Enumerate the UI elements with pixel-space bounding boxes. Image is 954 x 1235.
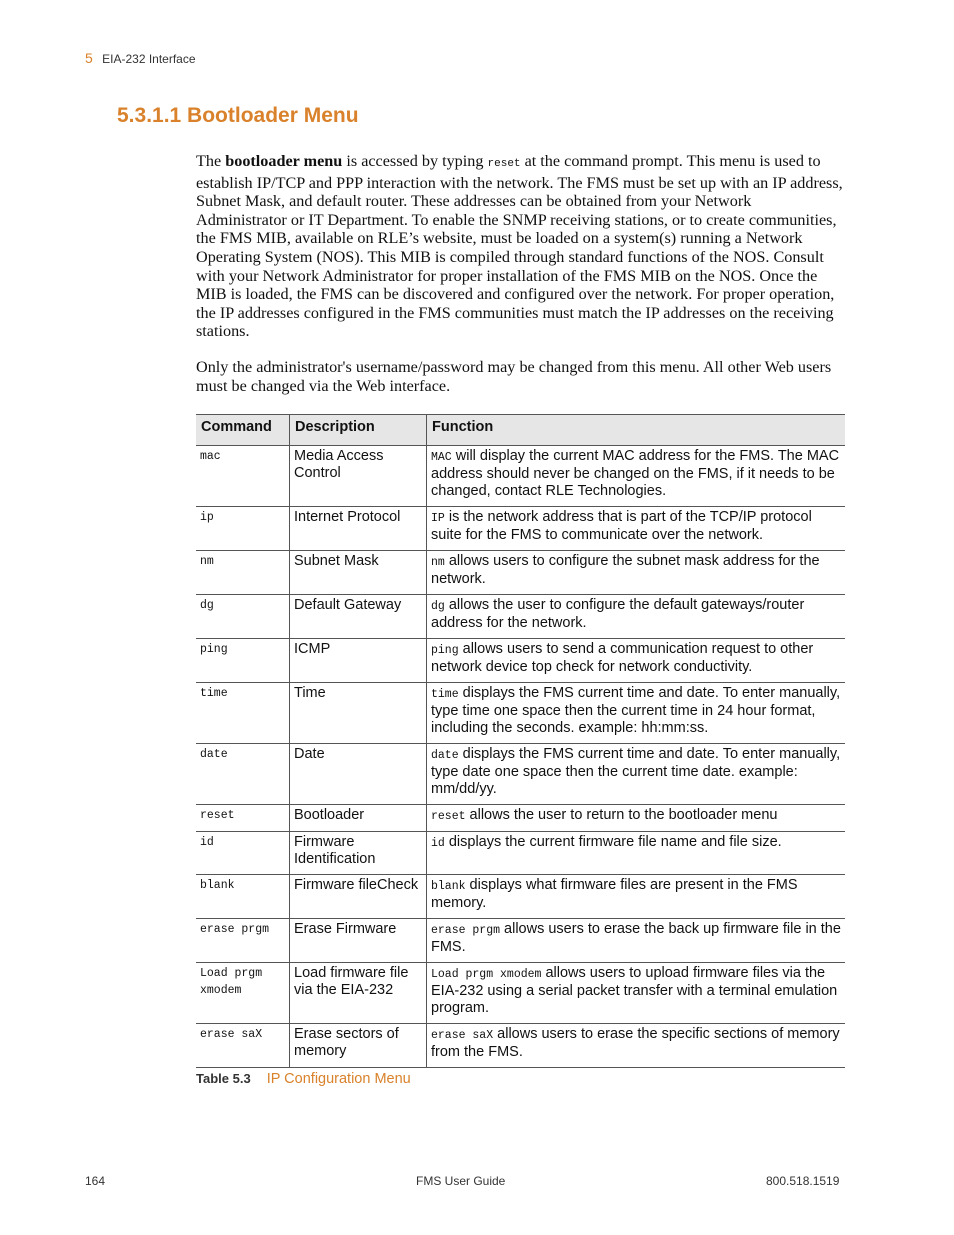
cell-command: ping: [196, 639, 290, 683]
cell-command: nm: [196, 551, 290, 595]
function-command-code: blank: [431, 880, 466, 893]
table-header-row: [196, 415, 845, 446]
cell-description: Media Access Control: [290, 446, 427, 507]
function-text: allows users to send a communication request to other network device top check for network conductivity.: [431, 641, 814, 675]
function-text: will display the current MAC address for the FMS. The MAC address should never be changed on the FMS, if it needs to be changed, contact RLE Technologies.: [431, 448, 840, 499]
cell-function: [427, 683, 846, 744]
cell-function: [427, 1024, 846, 1068]
admin-note-paragraph: Only the administrator's username/password may be changed from this menu. All other Web users must be changed via the Web interface.: [196, 358, 832, 395]
cell-function: [427, 595, 846, 639]
table-row: [196, 683, 845, 744]
intro-pre: The: [196, 152, 226, 170]
command-table: [196, 414, 845, 1068]
cell-description: Date: [290, 744, 427, 805]
cell-command: dg: [196, 595, 290, 639]
cell-command: blank: [196, 875, 290, 919]
intro-post: at the command prompt. This menu is used to establish IP/TCP and PPP interaction with the network. The FMS must be set up with an IP address, Subnet Mask, and default router. These addresses can be obtained from your Network Administrator or IT Department. To enable the SNMP receiving stations, or to create communities, the FMS MIB, available on RLE’s website, must be loaded on a system(s) running a Network Operating System (NOS). This MIB is compiled through standard functions of the NOS. Consult with your Network Administrator for proper installation of the FMS MIB on the NOS. Once the MIB is loaded, the FMS can be discovered and configured over the network. For proper operation, the IP addresses configured in the FMS communities must match the IP addresses on the receiving stations.: [196, 152, 843, 341]
function-command-code: dg: [431, 600, 445, 613]
function-command-code: date: [431, 749, 459, 762]
table-caption: [196, 1071, 411, 1087]
table-row: [196, 963, 845, 1024]
intro-code: reset: [487, 158, 521, 170]
table-row: [196, 551, 845, 595]
cell-command: ip: [196, 507, 290, 551]
cell-function: [427, 832, 846, 875]
intro-paragraph: [196, 152, 844, 341]
function-text: displays the FMS current time and date. To enter manually, type time one space then the current time in 24 hour format, including the seconds. example: hh:mm:ss.: [431, 685, 841, 736]
function-text: allows users to configure the subnet mask address for the network.: [431, 553, 820, 587]
function-command-code: time: [431, 688, 459, 701]
table-row: [196, 875, 845, 919]
cell-description: Erase Firmware: [290, 919, 427, 963]
function-command-code: reset: [431, 810, 466, 823]
cell-command: date: [196, 744, 290, 805]
cell-command: id: [196, 832, 290, 875]
function-text: displays what firmware files are present in the FMS memory.: [431, 877, 798, 911]
cell-description: Bootloader: [290, 805, 427, 832]
function-command-code: Load prgm xmodem: [431, 968, 542, 981]
cell-function: [427, 551, 846, 595]
cell-command: time: [196, 683, 290, 744]
function-text: allows users to upload firmware files via the EIA-232 using a serial packet transfer with a terminal emulation program.: [431, 965, 838, 1016]
intro-bold-term: bootloader menu: [225, 152, 343, 170]
cell-description: Firmware Identification: [290, 832, 427, 875]
function-command-code: MAC: [431, 451, 452, 464]
table-row: [196, 805, 845, 832]
cell-description: Time: [290, 683, 427, 744]
table-row: [196, 507, 845, 551]
cell-function: [427, 805, 846, 832]
function-text: is the network address that is part of the TCP/IP protocol suite for the FMS to communicate over the network.: [431, 509, 812, 543]
running-header: [85, 50, 196, 66]
function-command-code: ping: [431, 644, 459, 657]
function-text: displays the FMS current time and date. To enter manually, type date one space then the current time date. example: mm/dd/yy.: [431, 746, 841, 797]
chapter-number: 5: [85, 50, 93, 66]
cell-description: Load firmware file via the EIA-232: [290, 963, 427, 1024]
cell-description: ICMP: [290, 639, 427, 683]
cell-description: Firmware fileCheck: [290, 875, 427, 919]
table-row: [196, 639, 845, 683]
cell-command: Load prgm xmodem: [196, 963, 290, 1024]
table-row: [196, 595, 845, 639]
table-body: [196, 446, 845, 1068]
header-function: Function: [427, 415, 846, 446]
function-text: allows the user to configure the default gateways/router address for the network.: [431, 597, 805, 631]
cell-command: erase saX: [196, 1024, 290, 1068]
intro-mid: is accessed by typing: [342, 152, 488, 170]
cell-function: [427, 875, 846, 919]
function-command-code: erase prgm: [431, 924, 501, 937]
caption-label: Table 5.3: [196, 1071, 251, 1086]
header-description: Description: [290, 415, 427, 446]
cell-description: Erase sectors of memory: [290, 1024, 427, 1068]
function-text: allows users to erase the specific sections of memory from the FMS.: [431, 1026, 840, 1060]
cell-function: [427, 507, 846, 551]
cell-function: [427, 446, 846, 507]
function-text: allows users to erase the back up firmware file in the FMS.: [431, 921, 841, 955]
cell-command: erase prgm: [196, 919, 290, 963]
cell-command: reset: [196, 805, 290, 832]
cell-function: [427, 639, 846, 683]
cell-function: [427, 963, 846, 1024]
function-command-code: erase saX: [431, 1029, 494, 1042]
function-command-code: nm: [431, 556, 445, 569]
cell-description: Internet Protocol: [290, 507, 427, 551]
table-row: [196, 1024, 845, 1068]
section-title: 5.3.1.1 Bootloader Menu: [117, 104, 359, 127]
cell-description: Subnet Mask: [290, 551, 427, 595]
cell-description: Default Gateway: [290, 595, 427, 639]
table-row: [196, 919, 845, 963]
header-command: Command: [196, 415, 290, 446]
chapter-title: EIA-232 Interface: [102, 52, 196, 66]
table-row: [196, 832, 845, 875]
footer-guide-title: FMS User Guide: [416, 1174, 506, 1188]
function-command-code: IP: [431, 512, 445, 525]
table-row: [196, 446, 845, 507]
cell-command: mac: [196, 446, 290, 507]
function-text: allows the user to return to the bootloader menu: [465, 807, 778, 823]
cell-function: [427, 744, 846, 805]
function-command-code: id: [431, 837, 445, 850]
function-text: displays the current firmware file name and file size.: [444, 834, 782, 850]
cell-function: [427, 919, 846, 963]
table-row: [196, 744, 845, 805]
caption-title: IP Configuration Menu: [266, 1071, 411, 1087]
footer-page-number: 164: [85, 1174, 106, 1188]
footer-phone: 800.518.1519: [766, 1174, 840, 1188]
